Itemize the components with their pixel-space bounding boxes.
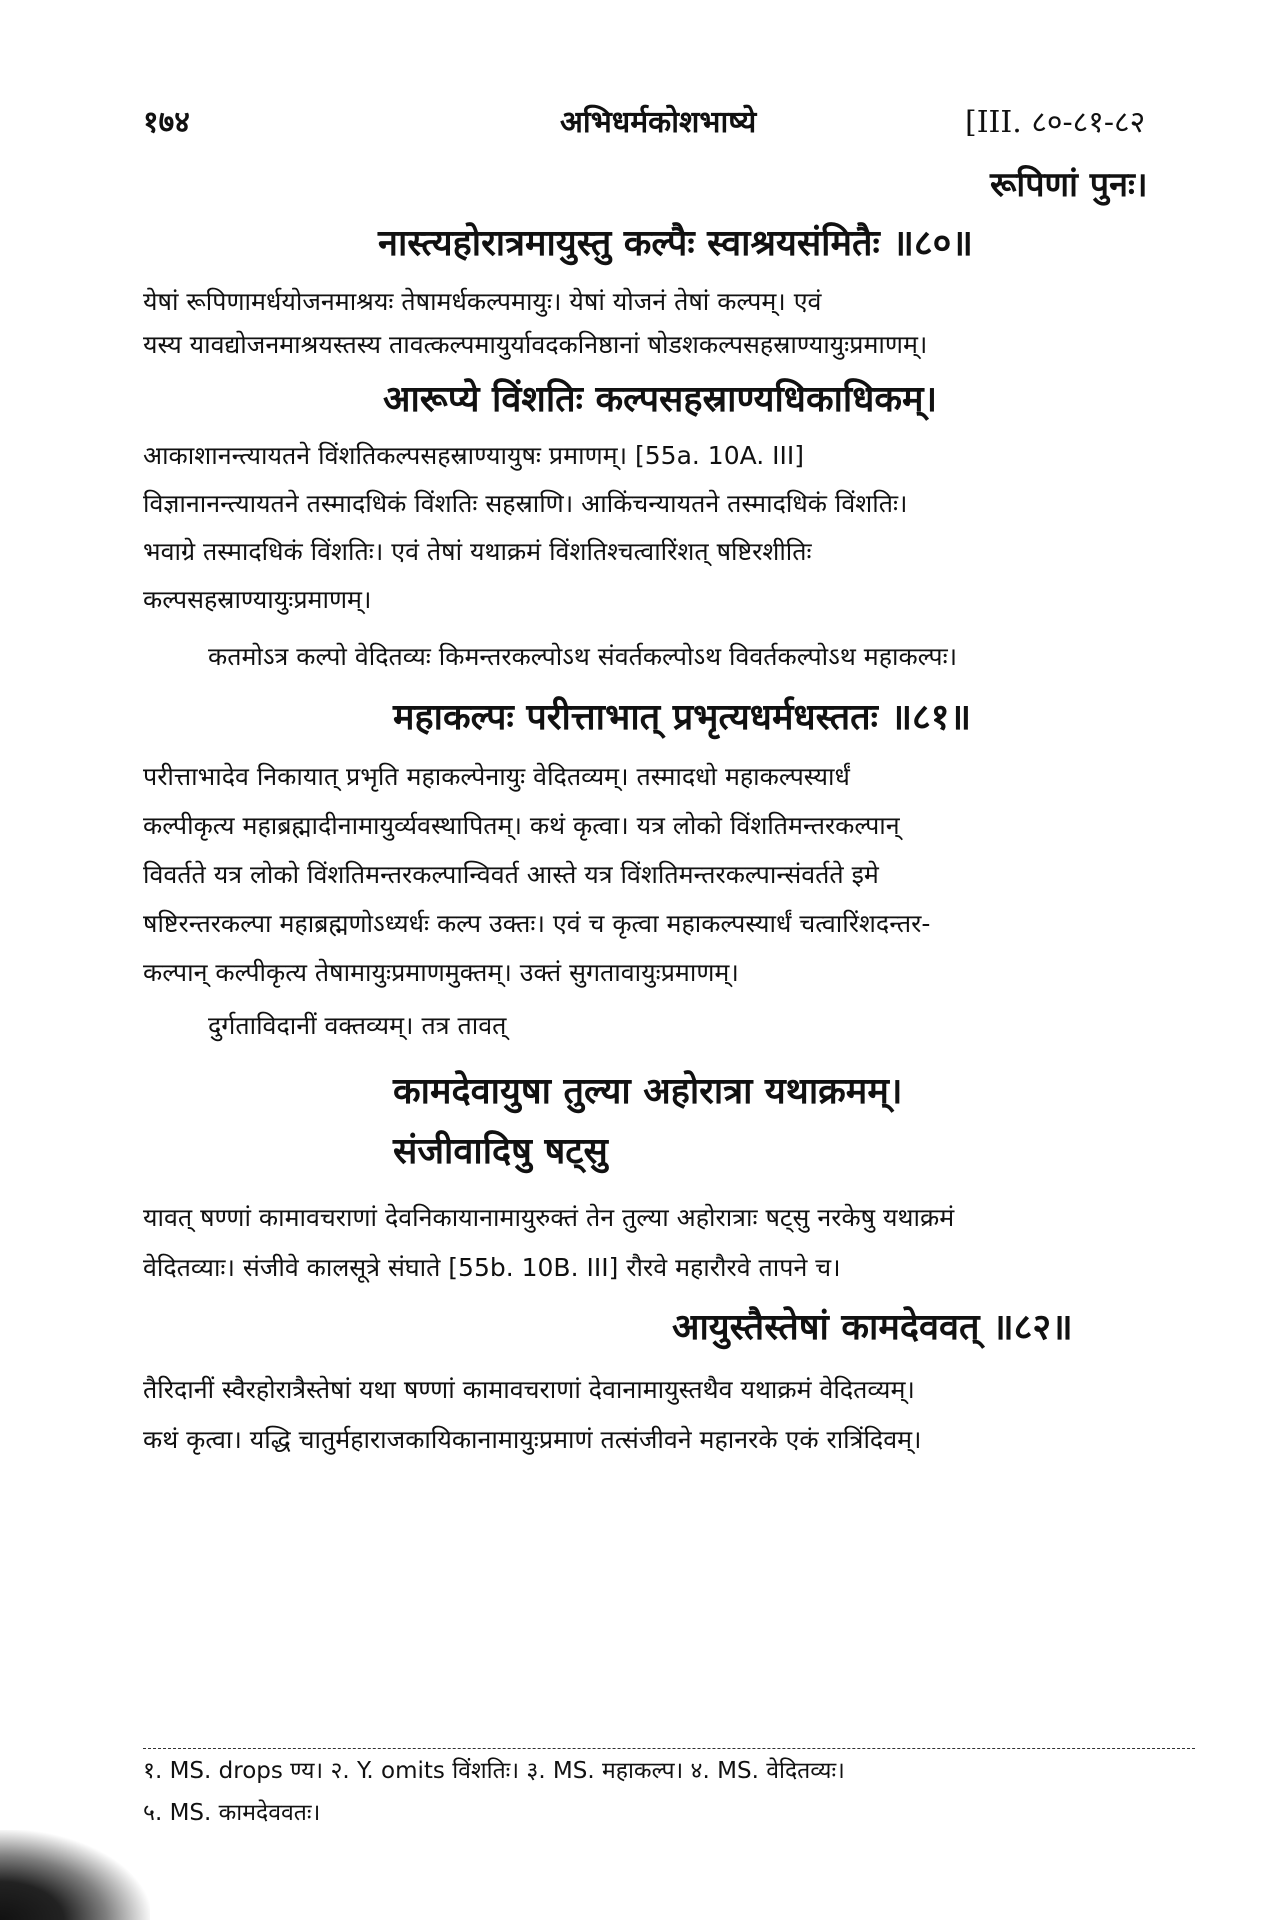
commentary-line: आकाशानन्त्यायतने विंशतिकल्पसहस्राण्यायुषः प्रमाणम्। [55a. 10A. III] [143,441,805,470]
running-title: अभिधर्मकोशभाष्ये [560,105,757,140]
commentary-line: यस्य यावद्योजनमाश्रयस्तस्य तावत्कल्पमायुर्यावदकनिष्ठानां षोडशकल्पसहस्राण्यायुःप्रमाणम्। [143,330,928,359]
commentary-line: विवर्तते यत्र लोको विंशतिमन्तरकल्पान्विवर्त आस्ते यत्र विंशतिमन्तरकल्पान्संवर्तते इमे [143,860,879,889]
commentary-line: कल्पान् कल्पीकृत्य तेषामायुःप्रमाणमुक्तम्। उक्तं सुगतावायुःप्रमाणम्। [143,958,739,987]
commentary-line: येषां रूपिणामर्धयोजनमाश्रयः तेषामर्धकल्पमायुः। येषां योजनं तेषां कल्पम्। एवं [143,287,822,316]
verse-81: महाकल्पः परीत्ताभात् प्रभृत्यधर्मधस्ततः ॥८१॥ [393,697,972,738]
footnote-line: १. MS. drops ण्य। २. Y. omits विंशतिः। ३. MS. महाकल्प। ४. MS. वेदितव्यः। [143,1758,845,1784]
verse-80b: आरूप्ये विंशतिः कल्पसहस्राण्यधिकाधिकम्। [383,379,938,420]
footnote-divider [143,1748,1195,1749]
verse-intro: रूपिणां पुनः। [990,165,1148,205]
commentary-line: कल्पसहस्राण्यायुःप्रमाणम्। [143,585,372,614]
verse-80: नास्त्यहोरात्रमायुस्तु कल्पैः स्वाश्रयसंमितैः ॥८०॥ [378,223,973,264]
commentary-line: यावत् षण्णां कामावचराणां देवनिकायानामायुरुक्तं तेन तुल्या अहोरात्राः षट्सु नरकेषु यथाक्रमं [143,1203,955,1232]
verse-82a: कामदेवायुषा तुल्या अहोरात्रा यथाक्रमम्। [393,1071,903,1112]
commentary-line: परीत्ताभादेव निकायात् प्रभृति महाकल्पेनायुः वेदितव्यम्। तस्मादधो महाकल्पस्यार्धं [143,762,850,791]
scan-smudge [0,1830,150,1920]
commentary-line: कतमोऽत्र कल्पो वेदितव्यः किमन्तरकल्पोऽथ संवर्तकल्पोऽथ विवर्तकल्पोऽथ महाकल्पः। [208,642,958,671]
footnote-line: ५. MS. कामदेववतः। [143,1800,321,1826]
verse-82c: आयुस्तैस्तेषां कामदेववत् ॥८२॥ [672,1307,1073,1348]
section-reference: [III. ८०-८१-८२ [965,105,1146,140]
verse-82b: संजीवादिषु षट्सु [393,1131,608,1172]
page-number: १७४ [143,105,190,140]
commentary-line: विज्ञानानन्त्यायतने तस्मादधिकं विंशतिः सहस्राणि। आकिंचन्यायतने तस्मादधिकं विंशतिः। [143,489,908,518]
commentary-line: दुर्गताविदानीं वक्तव्यम्। तत्र तावत् [208,1011,507,1040]
commentary-line: भवाग्रे तस्मादधिकं विंशतिः। एवं तेषां यथाक्रमं विंशतिश्चत्वारिंशत् षष्टिरशीतिः [143,537,812,566]
commentary-line: कल्पीकृत्य महाब्रह्मादीनामायुर्व्यवस्थापितम्। कथं कृत्वा। यत्र लोको विंशतिमन्तरकल्पान् [143,811,900,840]
commentary-line: तैरिदानीं स्वैरहोरात्रैस्तेषां यथा षण्णां कामावचराणां देवानामायुस्तथैव यथाक्रमं वेदितव्यम्। [143,1375,915,1404]
commentary-line: कथं कृत्वा। यद्धि चातुर्महाराजकायिकानामायुःप्रमाणं तत्संजीवने महानरके एकं रात्रिंदिवम्। [143,1425,922,1454]
commentary-line: वेदितव्याः। संजीवे कालसूत्रे संघाते [55b. 10B. III] रौरवे महारौरवे तापने च। [143,1253,841,1282]
commentary-line: षष्टिरन्तरकल्पा महाब्रह्मणोऽध्यर्धः कल्प उक्तः। एवं च कृत्वा महाकल्पस्यार्धं चत्वारिंशदन्तर- [143,909,931,938]
